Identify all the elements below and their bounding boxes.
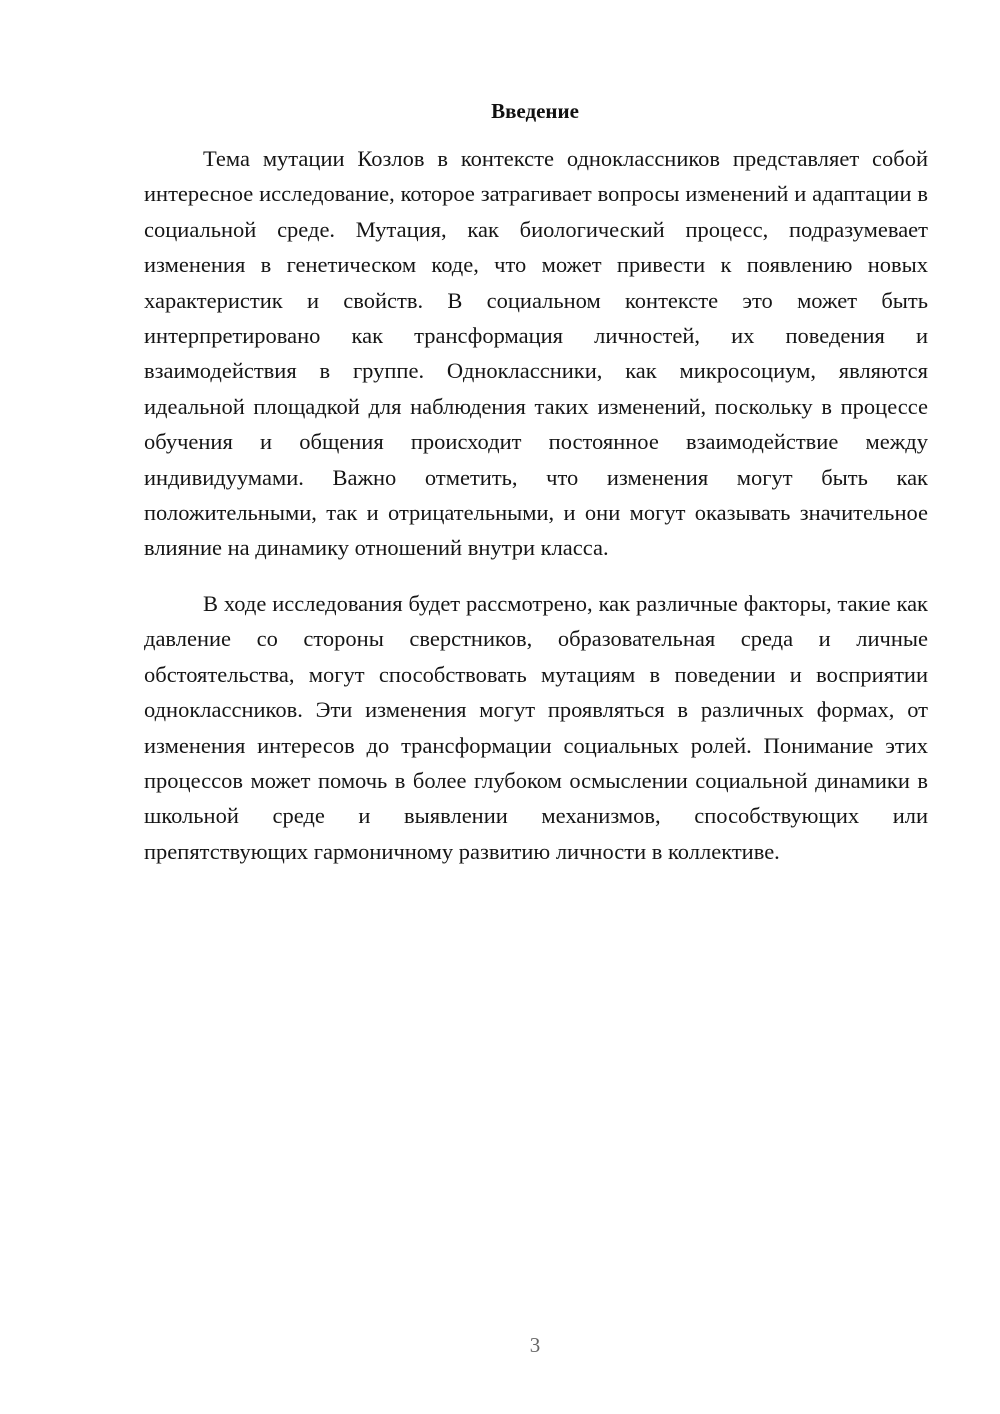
section-heading: Введение	[491, 99, 579, 123]
paragraph-1: Тема мутации Козлов в контексте одноклассников представляет собой интересное исследование, которое затрагивает вопросы изменений и адаптации в социальной среде. Мутация, как биологический процесс, подразумевает изменения в генетическом коде, что может привести к появлению новых характеристик и свойств. В социальном контексте это может быть интерпретировано как трансформация личностей, их поведения и взаимодействия в группе. Одноклассники, как микросоциум, являются идеальной площадкой для наблюдения таких изменений, поскольку в процессе обучения и общения происходит постоянное взаимодействие между индивидуумами. Важно отметить, что изменения могут быть как положительными, так и отрицательными, и они могут оказывать значительное влияние на динамику отношений внутри класса.	[144, 146, 928, 561]
page-number: 3	[529, 1333, 541, 1357]
paragraph-2: В ходе исследования будет рассмотрено, как различные факторы, такие как давление со стороны сверстников, образовательная среда и личные обстоятельства, могут способствовать мутациям в поведении и восприятии одноклассников. Эти изменения могут проявляться в различных формах, от изменения интересов до трансформации социальных ролей. Понимание этих процессов может помочь в более глубоком осмыслении социальной динамики в школьной среде и выявлении механизмов, способствующих или препятствующих гармоничному развитию личности в коллективе.	[144, 591, 928, 864]
